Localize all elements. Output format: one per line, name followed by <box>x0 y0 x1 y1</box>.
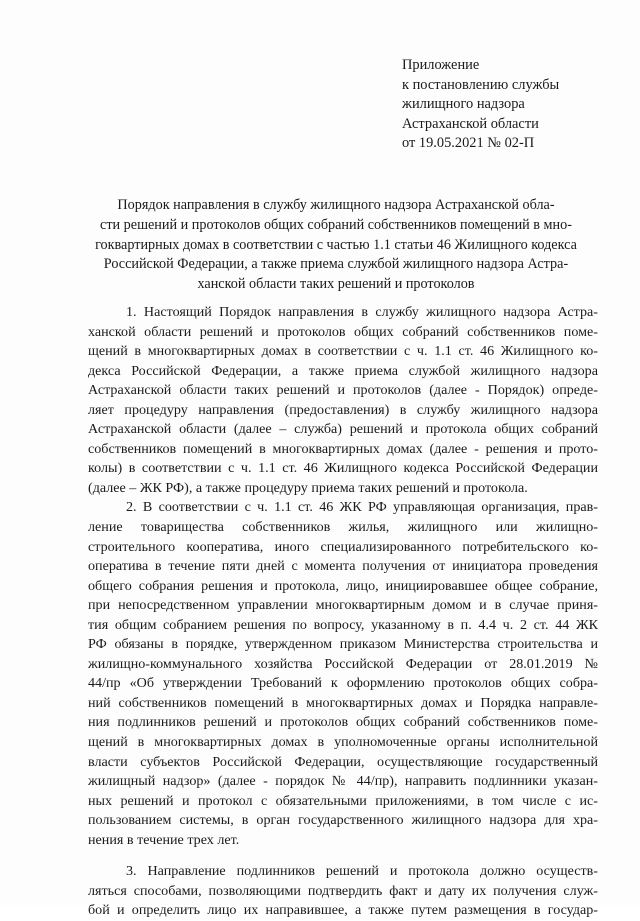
paragraph-line: ний собственников помещений в многоквартирных домах и Порядка направле- <box>88 694 598 711</box>
paragraph-gap <box>88 850 598 862</box>
appendix-block <box>402 56 612 154</box>
paragraph-2 <box>88 498 598 850</box>
paragraph-line: пользованием системы, в орган государственного жилищного надзора для хра- <box>88 812 598 829</box>
paragraph-line: щений в многоквартирных домах в соответствии с ч. 1.1 ст. 46 Жилищного ко- <box>88 343 598 360</box>
title-line: гоквартирных домах в соответствии с частью 1.1 статьи 46 Жилищного кодекса <box>95 236 577 253</box>
paragraph-line: Астраханской области таких решений и протоколов (далее - Порядок) опреде- <box>88 382 598 399</box>
paragraph-line: щений в многоквартирных домах в уполномоченные органы исполнительной <box>88 734 598 751</box>
title-line: Российской Федерации, а также приема службой жилищного надзора Астра- <box>103 256 569 273</box>
paragraph-line: 2. В соответствии с ч. 1.1 ст. 46 ЖК РФ управляющая организация, прав- <box>126 499 598 516</box>
appendix-line: Приложение <box>402 57 480 73</box>
title-line: Порядок направления в службу жилищного надзора Астраханской обла- <box>117 197 555 213</box>
paragraph-line: собственников помещений в многоквартирных домах (далее - решения и прото- <box>88 440 598 457</box>
title-line: сти решений и протоколов общих собраний собственников помещений в мно- <box>100 216 572 233</box>
paragraph-line: строительного кооператива, иного специализированного потребительского ко- <box>88 538 598 555</box>
paragraph-line: Астраханской области (далее – служба) решений и протокола общих собраний <box>88 421 598 438</box>
document-body <box>88 303 598 921</box>
paragraph-line: нения в течение трех лет. <box>88 831 240 848</box>
paragraph-3 <box>88 862 598 921</box>
paragraph-line: бой и определить лицо их направившее, а также путем размещения в государ- <box>88 902 598 919</box>
paragraph-line: ханской области решений и протоколов общих собраний собственников поме- <box>88 323 598 340</box>
paragraph-line: 1. Настоящий Порядок направления в службу жилищного надзора Астра- <box>126 304 598 320</box>
document-title <box>88 196 584 295</box>
title-line: ханской области таких решений и протоколов <box>197 276 475 293</box>
paragraph-line: ляет процедуру направления (предоставления) в службу жилищного надзора <box>88 401 598 418</box>
paragraph-line: декса Российской Федерации, а также приема службой жилищного надзора <box>88 362 598 379</box>
paragraph-line: ление товарищества собственников жилья, жилищного или жилищно- <box>88 519 598 536</box>
paragraph-line: 3. Направление подлинников решений и протокола должно осуществ- <box>126 863 598 880</box>
paragraph-line: ных решений и протокол с обязательными приложениями, в том числе с ис- <box>88 792 598 809</box>
paragraph-line: 44/пр «Об утверждении Требований к оформлению протоколов общих собра- <box>88 675 598 692</box>
paragraph-line: колы) в соответствии с ч. 1.1 ст. 46 Жилищного кодекса Российской Федерации <box>88 460 598 477</box>
paragraph-line: РФ обязаны в порядке, утвержденном приказом Министерства строительства и <box>88 636 598 653</box>
appendix-line: от 19.05.2021 № 02-П <box>402 135 535 151</box>
appendix-line: к постановлению службы <box>402 76 560 93</box>
paragraph-line: тия общим собранием решения по вопросу, указанному в п. 4.4 ч. 2 ст. 44 ЖК <box>88 616 598 633</box>
paragraph-line: оператива в течение пяти дней с момента получения от инициатора проведения <box>88 558 598 575</box>
paragraph-line: жилищный надзор» (далее - порядок № 44/пр), направить подлинники указан- <box>88 773 598 790</box>
paragraph-line: ния подлинников решений и протоколов общих собраний собственников поме- <box>88 714 598 731</box>
paragraph-line: (далее – ЖК РФ), а также процедуру приема таких решений и протокола. <box>88 479 528 496</box>
appendix-line: Астраханской области <box>402 115 539 132</box>
paragraph-line: при непосредственном управлении многоквартирным домом и в случае приня- <box>88 597 598 614</box>
paragraph-line: общего собрания решения и протокола, лицо, инициировавшее общее собрание, <box>88 577 598 594</box>
paragraph-line: власти субъектов Российской Федерации, осуществляющие государственный <box>88 753 598 770</box>
paragraph-line: жилищно-коммунального хозяйства Российской Федерации от 28.01.2019 № <box>88 655 598 672</box>
paragraph-line: ляться способами, позволяющими подтвердить факт и дату их получения служ- <box>88 882 598 899</box>
appendix-line: жилищного надзора <box>402 96 525 112</box>
paragraph-1 <box>88 303 598 498</box>
